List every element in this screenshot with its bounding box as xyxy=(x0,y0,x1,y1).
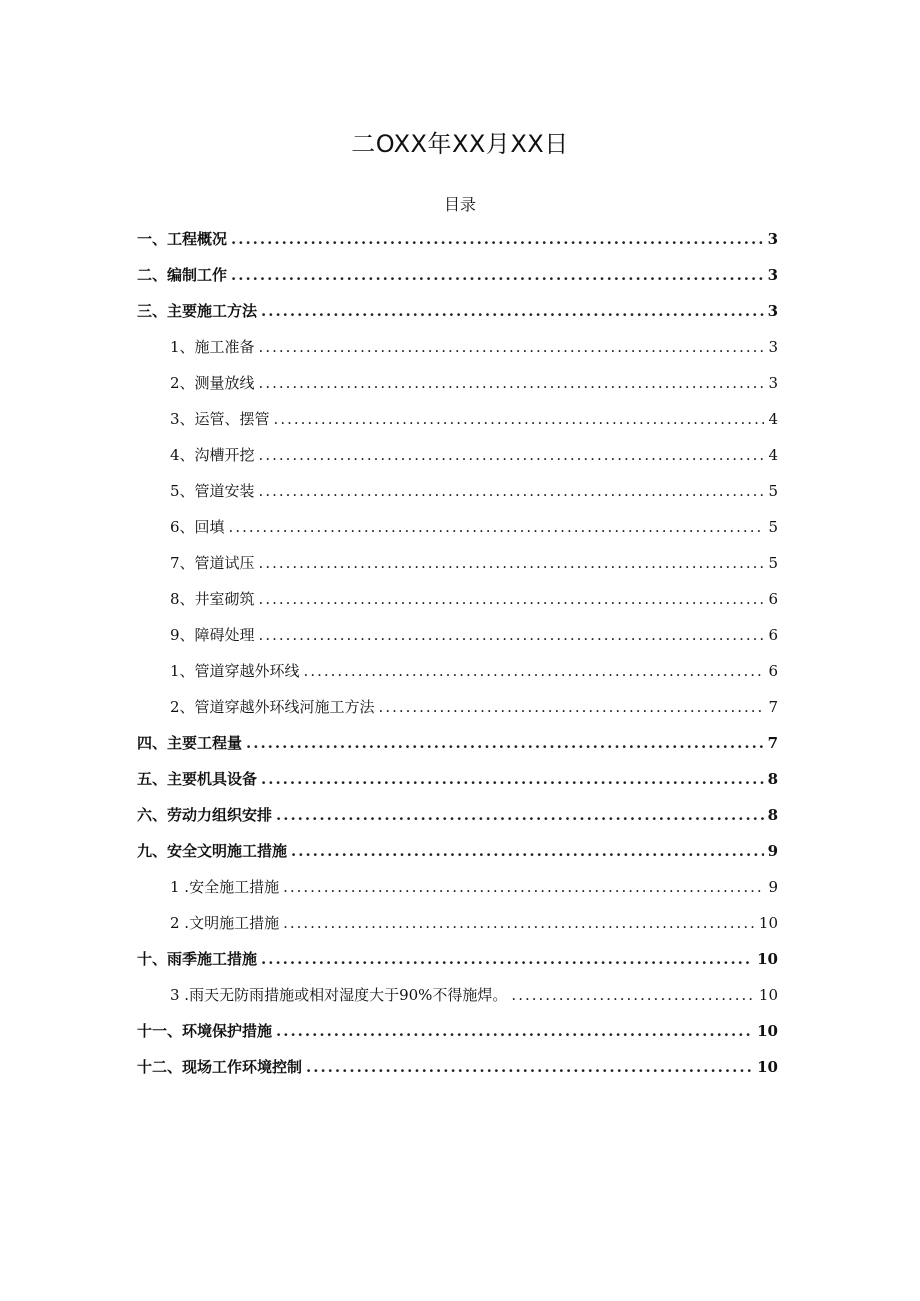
toc-leader-dots xyxy=(379,689,765,725)
toc-entry[interactable] xyxy=(137,617,778,653)
toc-entry-label: 一、工程概况 xyxy=(137,230,228,248)
toc-leader-dots xyxy=(231,221,764,257)
document-date: 二OXX年XX月XX日 xyxy=(351,130,569,158)
toc-entry-label: 5、管道安装 xyxy=(170,482,255,500)
toc-entry-page: 8 xyxy=(767,806,778,824)
table-of-contents xyxy=(137,221,778,1085)
toc-leader-dots xyxy=(259,365,765,401)
toc-entry-page: 4 xyxy=(768,446,778,464)
toc-entry[interactable] xyxy=(137,761,778,797)
toc-leader-dots xyxy=(259,581,765,617)
toc-entry-label: 六、劳动力组织安排 xyxy=(137,806,273,824)
toc-entry-label: 3、运管、摆管 xyxy=(170,410,270,428)
toc-entry-page: 6 xyxy=(768,626,778,644)
toc-entry-label: 十、雨季施工措施 xyxy=(137,950,258,968)
toc-entry-page: 5 xyxy=(768,518,778,536)
toc-leader-dots xyxy=(261,941,753,977)
toc-entry[interactable] xyxy=(137,797,778,833)
toc-entry-label: 二、编制工作 xyxy=(137,266,228,284)
toc-entry-page: 3 xyxy=(768,374,778,392)
toc-entry-label: 8、井室砌筑 xyxy=(170,590,255,608)
toc-leader-dots xyxy=(231,257,764,293)
toc-entry[interactable] xyxy=(137,293,778,329)
toc-entry[interactable] xyxy=(137,725,778,761)
toc-entry-page: 10 xyxy=(758,914,778,932)
toc-entry[interactable] xyxy=(137,221,778,257)
toc-leader-dots xyxy=(261,293,764,329)
toc-entry-label: 四、主要工程量 xyxy=(137,734,243,752)
toc-entry[interactable] xyxy=(137,653,778,689)
toc-entry[interactable] xyxy=(137,905,778,941)
toc-entry-page: 3 xyxy=(767,302,778,320)
toc-entry[interactable] xyxy=(137,473,778,509)
toc-leader-dots xyxy=(304,653,765,689)
toc-entry-page: 8 xyxy=(767,770,778,788)
toc-entry[interactable] xyxy=(137,329,778,365)
toc-leader-dots xyxy=(283,869,764,905)
toc-entry-page: 9 xyxy=(767,842,778,860)
toc-entry[interactable] xyxy=(137,581,778,617)
toc-entry-page: 10 xyxy=(757,1058,778,1076)
toc-leader-dots xyxy=(259,545,765,581)
toc-entry[interactable] xyxy=(137,1013,778,1049)
toc-entry-label: 十一、环境保护措施 xyxy=(137,1022,273,1040)
toc-entry[interactable] xyxy=(137,1049,778,1085)
toc-entry-label: 十二、现场工作环境控制 xyxy=(137,1058,303,1076)
toc-entry[interactable] xyxy=(137,365,778,401)
toc-entry-page: 6 xyxy=(768,590,778,608)
toc-leader-dots xyxy=(511,977,754,1013)
toc-entry-label: 1、施工准备 xyxy=(170,338,255,356)
toc-heading: 目录 xyxy=(443,195,476,214)
toc-leader-dots xyxy=(276,797,764,833)
toc-leader-dots xyxy=(276,1013,753,1049)
toc-entry-label: 九、安全文明施工措施 xyxy=(137,842,288,860)
toc-leader-dots xyxy=(291,833,764,869)
toc-entry[interactable] xyxy=(137,689,778,725)
toc-entry-page: 10 xyxy=(758,986,778,1004)
toc-leader-dots xyxy=(306,1049,753,1085)
toc-entry[interactable] xyxy=(137,869,778,905)
toc-entry-page: 4 xyxy=(768,410,778,428)
toc-leader-dots xyxy=(259,329,765,365)
toc-leader-dots xyxy=(229,509,765,545)
toc-entry-label: 1、管道穿越外环线 xyxy=(170,662,300,680)
toc-entry[interactable] xyxy=(137,509,778,545)
toc-entry[interactable] xyxy=(137,833,778,869)
toc-entry-label: 2、管道穿越外环线河施工方法 xyxy=(170,698,375,716)
toc-entry-page: 10 xyxy=(757,950,778,968)
toc-entry-label: 9、障碍处理 xyxy=(170,626,255,644)
toc-entry-page: 5 xyxy=(768,554,778,572)
toc-leader-dots xyxy=(259,617,765,653)
toc-entry-page: 5 xyxy=(768,482,778,500)
toc-entry-label: 2、测量放线 xyxy=(170,374,255,392)
toc-entry-label: 6、回填 xyxy=(170,518,225,536)
toc-leader-dots xyxy=(259,473,765,509)
toc-entry-page: 3 xyxy=(768,338,778,356)
toc-entry-page: 3 xyxy=(767,230,778,248)
toc-entry-label: 7、管道试压 xyxy=(170,554,255,572)
toc-entry-label: 1 .安全施工措施 xyxy=(170,878,280,896)
toc-leader-dots xyxy=(274,401,765,437)
toc-entry-label: 3 .雨天无防雨措施或相对湿度大于90%不得施焊。 xyxy=(170,986,508,1004)
toc-entry-page: 7 xyxy=(768,698,778,716)
toc-entry[interactable] xyxy=(137,977,778,1013)
toc-entry-page: 6 xyxy=(768,662,778,680)
toc-entry-label: 2 .文明施工措施 xyxy=(170,914,280,932)
toc-leader-dots xyxy=(246,725,764,761)
toc-entry-label: 4、沟槽开挖 xyxy=(170,446,255,464)
toc-entry[interactable] xyxy=(137,437,778,473)
toc-entry-label: 三、主要施工方法 xyxy=(137,302,258,320)
toc-entry[interactable] xyxy=(137,941,778,977)
toc-leader-dots xyxy=(259,437,765,473)
toc-entry-page: 7 xyxy=(767,734,778,752)
toc-leader-dots xyxy=(261,761,764,797)
toc-entry-page: 3 xyxy=(767,266,778,284)
toc-entry[interactable] xyxy=(137,545,778,581)
toc-entry[interactable] xyxy=(137,257,778,293)
toc-entry-page: 10 xyxy=(757,1022,778,1040)
toc-entry-label: 五、主要机具设备 xyxy=(137,770,258,788)
toc-entry-page: 9 xyxy=(768,878,778,896)
toc-leader-dots xyxy=(283,905,755,941)
toc-entry[interactable] xyxy=(137,401,778,437)
